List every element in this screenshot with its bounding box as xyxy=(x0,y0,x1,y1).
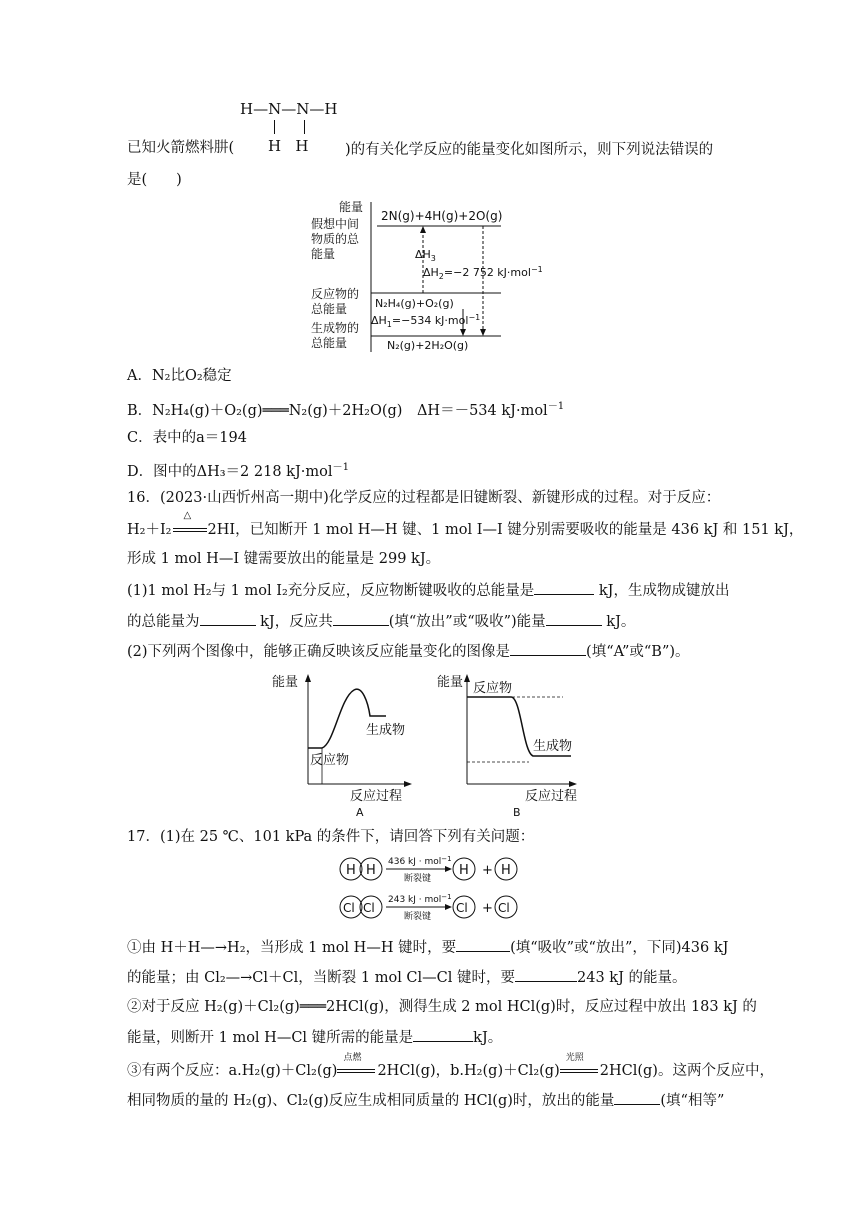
q17-intro: 17．(1)在 25 ℃、101 kPa 的条件下，请回答下列有关问题： xyxy=(127,829,535,845)
svg-text:436 kJ · mol−1: 436 kJ · mol$^{-1}$ xyxy=(388,855,452,867)
q17-s1-line-2: 的能量；由 Cl₂—→Cl＋Cl，当断裂 1 mol Cl—Cl 键时，要 243 kJ 的能量。 xyxy=(127,967,687,988)
q15-option-c: C．表中的a＝194 xyxy=(127,430,247,446)
dh2-label: $\Delta H_2=-2$ 752 kJ·mol$^{-1}$ xyxy=(423,265,543,281)
svg-text:Cl: Cl xyxy=(456,901,468,915)
hydrazine-structure-bottom: H H xyxy=(268,137,309,155)
svg-text:H: H xyxy=(459,863,469,878)
svg-text:Cl: Cl xyxy=(363,901,375,915)
q17-s1-line-1: ①由 H＋H—→H₂，当形成 1 mol H—H 键时，要 (填“吸收”或“放出”，下同)436 kJ xyxy=(127,937,728,958)
blank-hcl-bond[interactable] xyxy=(413,1027,473,1042)
blank-net-energy[interactable] xyxy=(546,611,602,626)
q15-stem-c: 是( ) xyxy=(127,172,182,188)
svg-text:H: H xyxy=(346,863,356,878)
graph-b-tag: B xyxy=(513,806,521,818)
graph-b-product: 生成物 xyxy=(533,739,573,754)
bond-break-cl2 xyxy=(338,892,522,922)
diagram-hyp-3: 能量 xyxy=(311,247,336,261)
hydrazine-bond-left xyxy=(274,120,275,134)
q17-s2-line-1: ②对于反应 H₂(g)＋Cl₂(g)═══2HCl(g)，测得生成 2 mol HCl(g)时，反应过程中放出 183 kJ 的 xyxy=(127,999,757,1015)
q17-s2-line-2: 能量，则断开 1 mol H—Cl 键所需的能量是 kJ。 xyxy=(127,1027,502,1048)
svg-text:+: + xyxy=(482,863,493,878)
hydrazine-bond-right xyxy=(304,120,305,134)
diagram-hyp-2: 物质的总 xyxy=(311,232,360,246)
svg-text:Cl: Cl xyxy=(343,901,355,915)
hydrazine-structure-top: H—N—N—H xyxy=(240,100,338,118)
q15-option-a: A．N₂比O₂稳定 xyxy=(127,368,232,384)
svg-text:H: H xyxy=(366,863,376,878)
q15-option-d: D．图中的ΔH₃＝2 218 kJ·mol$^{-1}$ xyxy=(127,462,350,480)
graph-a xyxy=(268,668,418,818)
graph-a-curve xyxy=(308,689,386,748)
svg-text:断裂键: 断裂键 xyxy=(404,912,432,922)
svg-text:断裂键: 断裂键 xyxy=(404,874,432,884)
product-species: N₂(g)+2H₂O(g) xyxy=(387,339,469,352)
graph-b-xlabel: 反应过程 xyxy=(525,789,578,804)
blank-graph-choice[interactable] xyxy=(510,641,586,656)
graph-a-reactant: 反应物 xyxy=(310,753,350,768)
diagram-ylabel: 能量 xyxy=(339,200,364,214)
svg-text:H: H xyxy=(501,863,511,878)
dh3-label: $\Delta H_3$ xyxy=(415,248,436,263)
energy-level-diagram xyxy=(305,196,565,356)
graph-a-product: 生成物 xyxy=(366,723,406,738)
blank-compare-energy[interactable] xyxy=(614,1090,660,1105)
q16-part-1-line-1: (1)1 mol H₂与 1 mol I₂充分反应，反应物断键吸收的总能量是 kJ，生成物成键放出 xyxy=(127,580,730,601)
diagram-hyp-1: 假想中间 xyxy=(311,217,360,231)
q15-stem-a: 已知火箭燃料肼( xyxy=(127,140,235,156)
diagram-prod-1: 生成物的 xyxy=(311,321,360,335)
blank-break-energy[interactable] xyxy=(534,580,594,595)
blank-h2-form[interactable] xyxy=(456,937,510,952)
blank-form-energy[interactable] xyxy=(200,611,256,626)
reactant-species: N₂H₄(g)+O₂(g) xyxy=(375,297,454,310)
q17-s3-line-1: ③有两个反应：a.H₂(g)＋Cl₂(g) 点燃 2HCl(g)，b.H₂(g)＋Cl₂(g) 光照 2HCl(g)。这两个反应中， xyxy=(127,1053,774,1079)
q16-line-3: 形成 1 mol H—I 键需要放出的能量是 299 kJ。 xyxy=(127,551,441,567)
graph-b-ylabel: 能量 xyxy=(437,675,464,690)
q16-equation: H₂＋I₂ △ 2HI，已知断开 1 mol H—H 键、1 mol I—I 键分别需要吸收的能量是 436 kJ 和 151 kJ， xyxy=(127,510,804,538)
q16-part-2: (2)下列两个图像中，能够正确反映该反应能量变化的图像是 (填“A”或“B”)。 xyxy=(127,641,690,662)
svg-text:+: + xyxy=(482,901,493,916)
svg-text:Cl: Cl xyxy=(498,901,510,915)
q15-stem-b: )的有关化学反应的能量变化如图所示，则下列说法错误的 xyxy=(345,142,714,158)
diagram-react-2: 总能量 xyxy=(311,302,348,316)
q17-s3-line-2: 相同物质的量的 H₂(g)、Cl₂(g)反应生成相同质量的 HCl(g)时，放出的能量 (填“相等” xyxy=(127,1090,724,1111)
blank-release-absorb[interactable] xyxy=(333,611,389,626)
diagram-prod-2: 总能量 xyxy=(311,336,348,350)
graph-a-ylabel: 能量 xyxy=(272,675,299,690)
diagram-react-1: 反应物的 xyxy=(311,287,360,301)
q15-option-b: B．N₂H₄(g)＋O₂(g)═══N₂(g)＋2H₂O(g) ΔH＝－534 kJ·mol$^{-1}$ xyxy=(127,401,565,419)
q16-line-1: 16．(2023·山西忻州高一期中)化学反应的过程都是旧键断裂、新键形成的过程。对于反应： xyxy=(127,490,721,506)
graph-b-reactant: 反应物 xyxy=(473,681,513,696)
blank-cl2-break[interactable] xyxy=(515,967,577,982)
svg-text:243 kJ · mol−1: 243 kJ · mol$^{-1}$ xyxy=(388,893,452,905)
graph-b xyxy=(433,668,593,818)
top-species: 2N(g)+4H(g)+2O(g) xyxy=(381,209,503,223)
q16-part-1-line-2: 的总能量为 kJ，反应共 (填“放出”或“吸收”)能量 kJ。 xyxy=(127,611,635,632)
dh1-label: $\Delta H_1=-534$ kJ·mol$^{-1}$ xyxy=(371,313,481,329)
graph-a-xlabel: 反应过程 xyxy=(350,789,403,804)
graph-a-tag: A xyxy=(356,806,364,818)
bond-break-h2 xyxy=(338,854,522,884)
